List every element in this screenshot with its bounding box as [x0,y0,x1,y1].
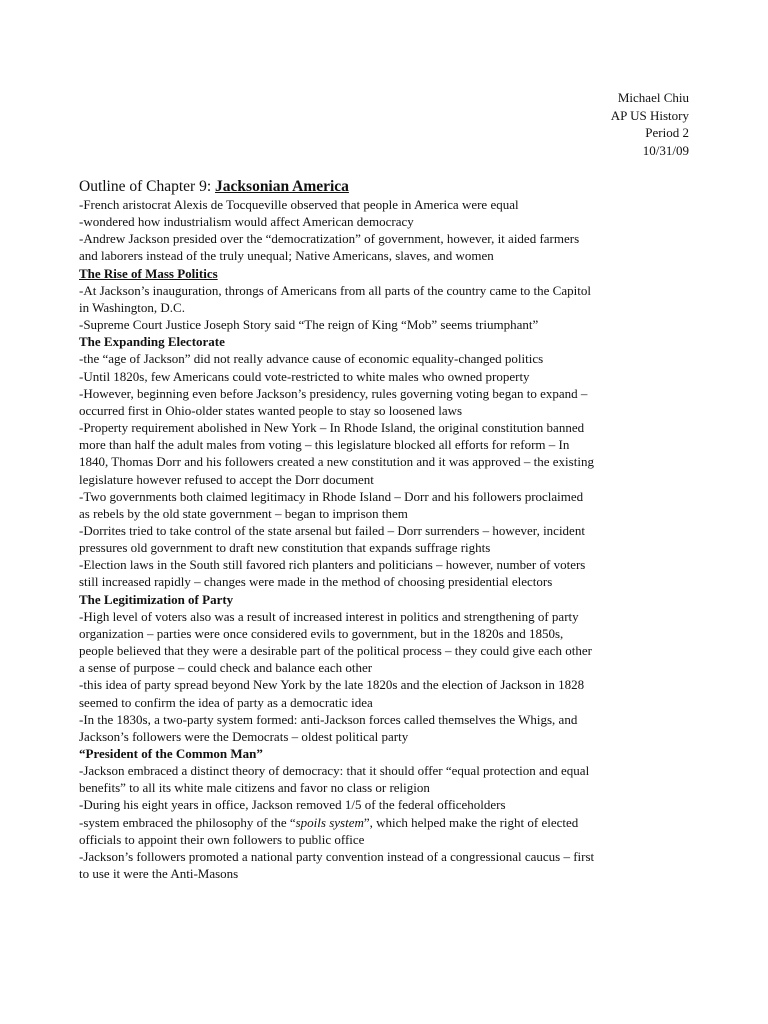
outline-line: benefits” to all its white male citizens and favor no class or religion [79,780,430,796]
outline-line: still increased rapidly – changes were made in the method of choosing presidential electors [79,574,553,590]
outline-line: -However, beginning even before Jackson’s presidency, rules governing voting began to expand – [79,385,588,401]
outline-line: -this idea of party spread beyond New York by the late 1820s and the election of Jackson in 1828 [79,677,585,693]
outline-line: organization – parties were once considered evils to government, but in the 1820s and 1850s, [79,625,564,641]
outline-line: 1840, Thomas Dorr and his followers created a new constitution and it was approved – the existing [79,454,594,470]
title-prefix: Outline of Chapter 9: [79,178,216,195]
document-title [79,177,689,196]
outline-line: -French aristocrat Alexis de Tocqueville observed that people in America were equal [79,197,519,212]
document-date: 10/31/09 [642,142,689,158]
outline-line: -Dorrites tried to take control of the state arsenal but failed – Dorr surrenders – however, incident [79,522,585,538]
emphasis-term: spoils system [295,814,364,830]
section-heading: The Rise of Mass Politics [79,265,218,281]
outline-line: -the “age of Jackson” did not really advance cause of economic equality-changed politics [79,351,544,367]
section-heading: The Legitimization of Party [79,591,234,607]
section-heading: “President of the Common Man” [79,746,263,761]
course-name: AP US History [610,107,689,123]
document-header [79,89,689,159]
line-text: ”, which helped make the right of elected [363,814,579,830]
outline-line: -Jackson embraced a distinct theory of democracy: that it should offer “equal protection and equal [79,763,590,779]
title-subject: Jacksonian America [215,178,349,195]
outline-line: as rebels by the old state government – began to imprison them [79,505,408,521]
outline-line: Jackson’s followers were the Democrats – oldest political party [79,728,409,744]
outline-line: -In the 1830s, a two-party system formed: anti-Jackson forces called themselves the Whigs, and [79,711,578,727]
outline-line: pressures old government to draft new constitution that expands suffrage rights [79,540,491,556]
class-period: Period 2 [645,125,689,140]
outline-line: -Election laws in the South still favored rich planters and politicians – however, number of voters [79,557,586,573]
line-text: -system embraced the philosophy of the “ [79,814,296,830]
outline-line: in Washington, D.C. [79,299,185,315]
outline-body [79,196,689,882]
outline-line: people believed that they were a desirable part of the political process – they could give each other [79,643,592,659]
outline-line: officials to appoint their own followers to public office [79,831,365,847]
outline-line: to use it were the Anti-Masons [79,866,239,882]
outline-line: -Property requirement abolished in New York – In Rhode Island, the original constitution banned [79,420,585,436]
document-page [79,89,689,882]
outline-line: -Andrew Jackson presided over the “democratization” of government, however, it aided farmers [79,231,580,247]
outline-line: -During his eight years in office, Jackson removed 1/5 of the federal officeholders [79,797,506,813]
section-heading: The Expanding Electorate [79,334,225,350]
outline-line: more than half the adult males from voting – this legislature blocked all efforts for reform – In [79,437,570,453]
outline-line: occurred first in Ohio-older states wanted people to stay so loosened laws [79,402,463,418]
outline-line [79,814,689,831]
outline-line: -At Jackson’s inauguration, throngs of Americans from all parts of the country came to the Capitol [79,282,591,298]
author-name: Michael Chiu [617,90,689,105]
outline-line: -Until 1820s, few Americans could vote-restricted to white males who owned property [79,368,530,384]
outline-line: -Two governments both claimed legitimacy in Rhode Island – Dorr and his followers proclaimed [79,488,584,504]
outline-line: -High level of voters also was a result of increased interest in politics and strengthening of party [79,608,579,624]
outline-line: -wondered how industrialism would affect American democracy [79,214,414,230]
outline-line: -Supreme Court Justice Joseph Story said “The reign of King “Mob” seems triumphant” [79,317,539,333]
outline-line: legislature however refused to accept the Dorr document [79,471,374,487]
outline-line: -Jackson’s followers promoted a national party convention instead of a congressional caucus – first [79,848,595,864]
outline-line: and laborers instead of the truly unequal; Native Americans, slaves, and women [79,248,494,264]
outline-line: seemed to confirm the idea of party as a democratic idea [79,694,373,710]
outline-line: a sense of purpose – could check and balance each other [79,660,373,676]
